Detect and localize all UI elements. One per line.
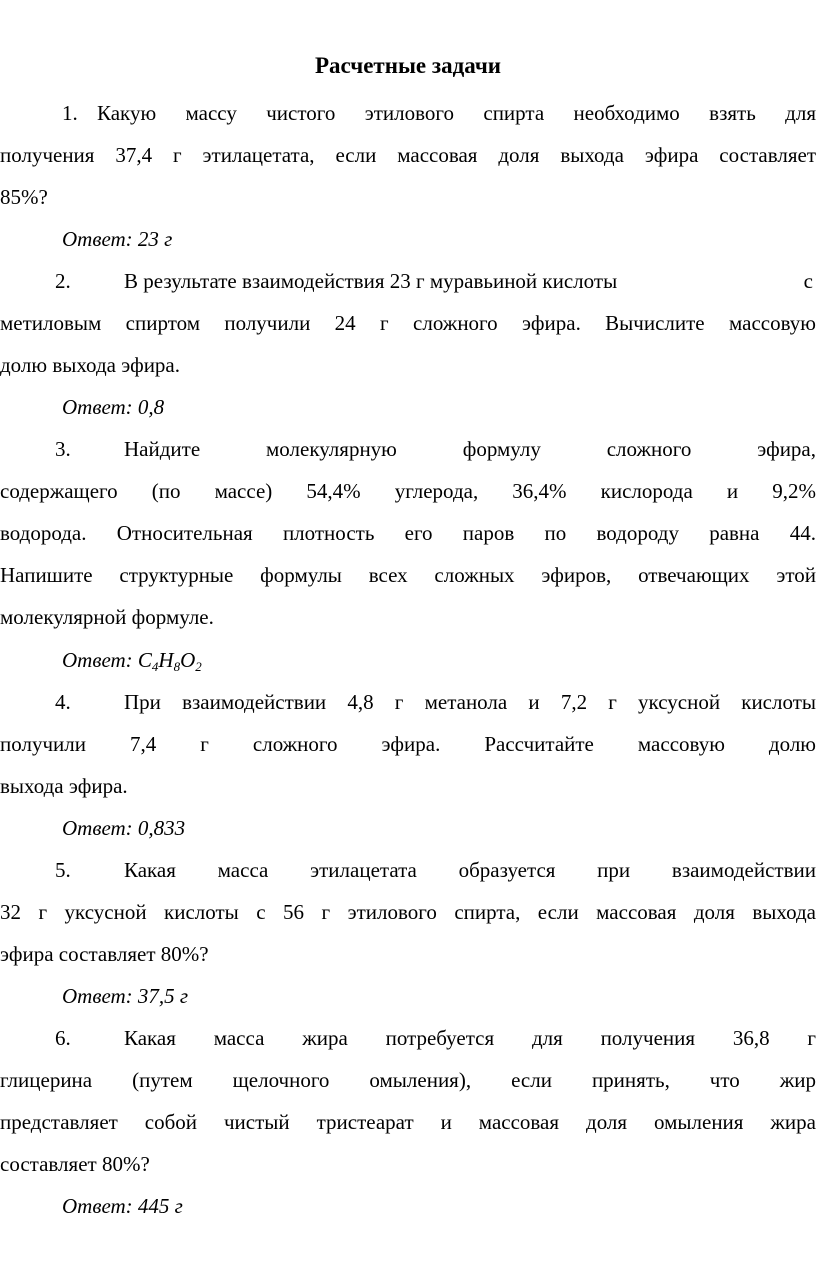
problem-1-number: 1.	[62, 101, 78, 125]
problem-4-text-line: получили 7,4 г сложного эфира. Рассчитайте массовую долю	[0, 732, 816, 756]
problem-3-text-line: содержащего (по массе) 54,4% углерода, 36,4% кислорода и 9,2%	[0, 479, 816, 503]
problem-3-text-line: водорода. Относительная плотность его паров по водороду равна 44.	[0, 521, 816, 545]
problem-3-text-line: молекулярной формуле.	[0, 605, 214, 629]
problem-5-text-line: Какая масса этилацетата образуется при взаимодействии	[124, 858, 816, 882]
problem-3-line-1	[0, 435, 816, 463]
problem-5-line-1	[0, 856, 816, 884]
problem-4-answer: Ответ: 0,833	[62, 816, 186, 840]
problem-6-text-line: Какая масса жира потребуется для получения 36,8 г	[124, 1026, 816, 1050]
problem-2-text-line: метиловым спиртом получили 24 г сложного эфира. Вычислите массовую	[0, 311, 816, 335]
problem-4-number: 4.	[55, 690, 71, 714]
formula-subscript: 4	[151, 659, 159, 674]
problem-5-number: 5.	[55, 858, 71, 882]
answer-prefix: Ответ:	[62, 648, 138, 672]
problem-5-text-line: 32 г уксусной кислоты с 56 г этилового спирта, если массовая доля выхода	[0, 900, 816, 924]
problem-2-number: 2.	[55, 269, 71, 293]
problem-6-text-line: составляет 80%?	[0, 1152, 150, 1176]
problem-6-answer: Ответ: 445 г	[62, 1194, 183, 1218]
problem-6-text-line: представляет собой чистый тристеарат и массовая доля омыления жира	[0, 1110, 816, 1134]
formula-element: C	[137, 648, 152, 672]
formula-element: O	[180, 648, 196, 672]
problem-4-text-line: выхода эфира.	[0, 774, 128, 798]
problem-6-line-1	[0, 1024, 816, 1052]
problem-5-text-line: эфира составляет 80%?	[0, 942, 209, 966]
problem-2-text-line-end: с	[803, 269, 813, 293]
problem-1-text-line: Какую массу чистого этилового спирта необходимо взять для	[97, 101, 816, 125]
problem-2-line-1	[0, 267, 816, 295]
problem-1-text-line: 85%?	[0, 185, 48, 209]
problem-6-number: 6.	[55, 1026, 71, 1050]
problem-2-text-line: долю выхода эфира.	[0, 353, 181, 377]
problem-5-answer: Ответ: 37,5 г	[62, 984, 189, 1008]
formula-subscript: 8	[173, 659, 181, 674]
problem-6-text-line: глицерина (путем щелочного омыления), если принять, что жир	[0, 1068, 816, 1092]
problem-1-text-line: получения 37,4 г этилацетата, если массовая доля выхода эфира составляет	[0, 143, 816, 167]
problem-2-answer: Ответ: 0,8	[62, 395, 165, 419]
problem-4-line-1	[0, 688, 816, 716]
problem-1-line-1	[0, 99, 816, 127]
formula-subscript: 2	[195, 659, 202, 674]
page-title: Расчетные задачи	[314, 53, 502, 78]
problem-3-text-line: Напишите структурные формулы всех сложных эфиров, отвечающих этой	[0, 563, 816, 587]
problem-4-text-line: При взаимодействии 4,8 г метанола и 7,2 г уксусной кислоты	[124, 690, 816, 714]
formula-element: H	[158, 648, 174, 672]
problem-3-answer	[62, 646, 202, 674]
problem-3-number: 3.	[55, 437, 71, 461]
problem-3-text-line: Найдите молекулярную формулу сложного эфира,	[124, 437, 816, 461]
problem-2-text-line: В результате взаимодействия 23 г муравьиной кислоты	[124, 269, 618, 293]
problem-1-answer: Ответ: 23 г	[62, 227, 173, 251]
